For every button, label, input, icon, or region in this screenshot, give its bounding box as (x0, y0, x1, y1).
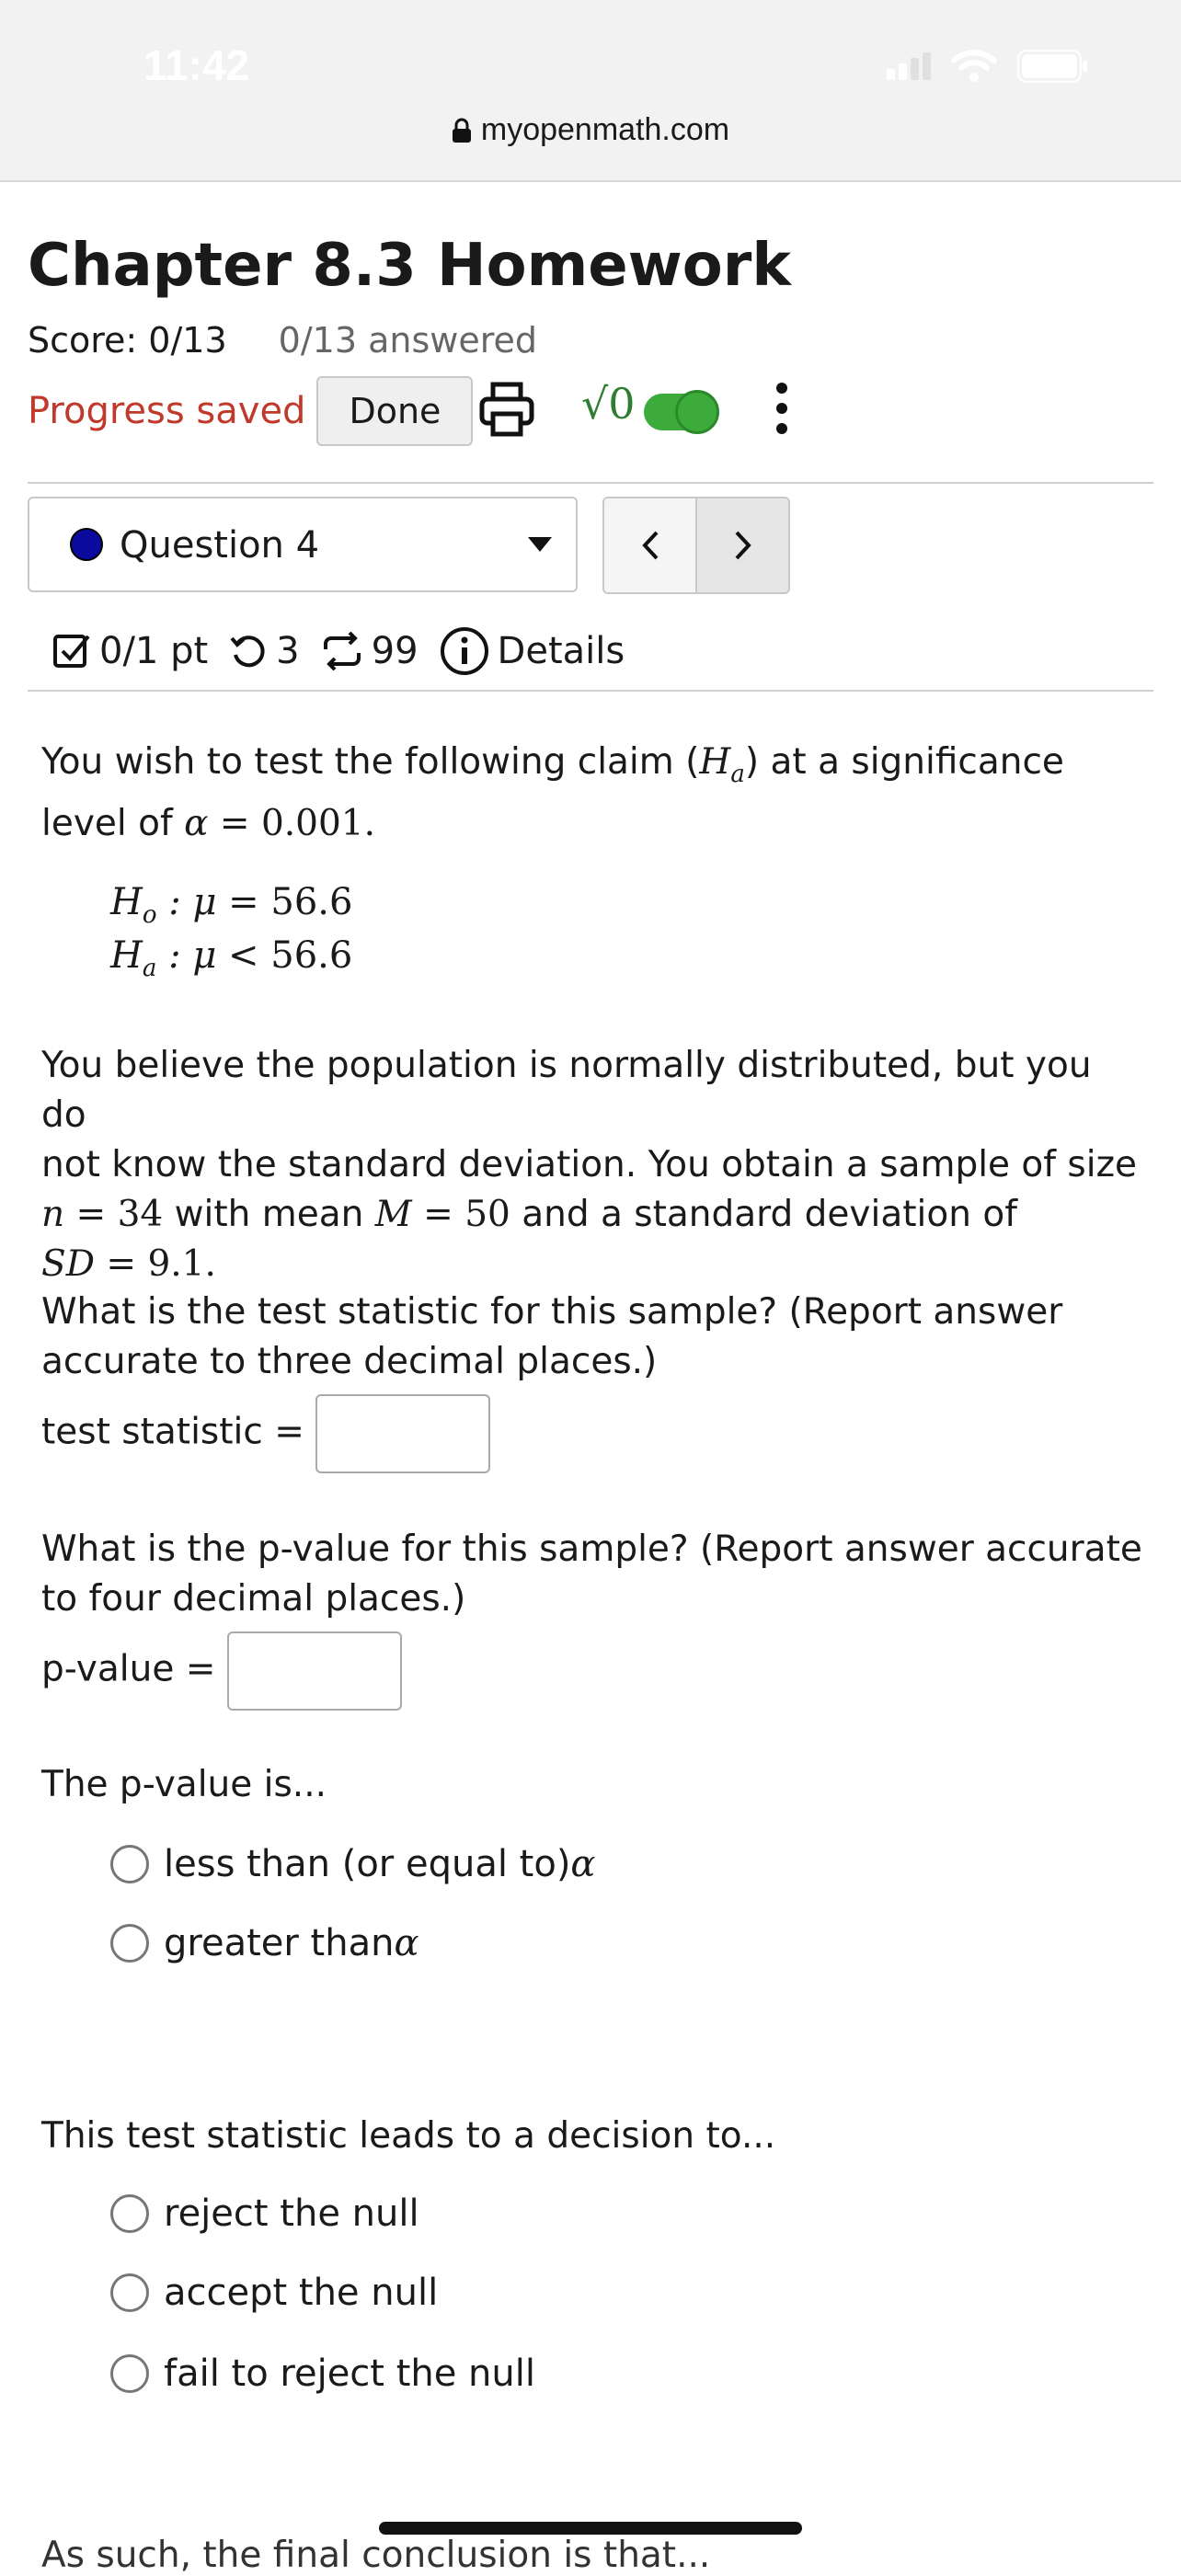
points-item (52, 630, 208, 672)
details-link[interactable] (439, 625, 625, 677)
option-fail-to-reject-null[interactable]: fail to reject the null (110, 2353, 535, 2395)
status-icons (887, 50, 1089, 83)
url-text: myopenmath.com (480, 112, 730, 147)
progress-saved-status: Progress saved (28, 390, 306, 432)
p-value-input[interactable] (227, 1631, 402, 1711)
repeat-icon (320, 631, 364, 671)
home-indicator[interactable] (379, 2522, 802, 2535)
question-nav-buttons (602, 497, 790, 594)
math-entry-toggle[interactable] (644, 394, 717, 430)
chevron-down-icon (528, 537, 552, 552)
previous-question-button[interactable] (604, 498, 697, 592)
radio-button[interactable] (110, 1924, 149, 1963)
null-hypothesis: $H_o$ : μ = 56.6 (110, 881, 353, 929)
math-entry-icon: √0 (581, 379, 636, 429)
more-options-icon[interactable] (771, 381, 793, 436)
question-status-dot (70, 528, 103, 561)
claim-paragraph: You wish to test the following claim $(H_a)$ at a significance level of α = 0.001. (41, 741, 1064, 844)
p-value-comparison-prompt: The p-value is... (41, 1764, 327, 1805)
option-greater-than-alpha[interactable]: greater than α (110, 1922, 419, 1964)
answered-count: 0/13 answered (278, 320, 537, 361)
toggle-knob (675, 390, 719, 434)
retries-count: 3 (276, 630, 300, 672)
question-select-label: Question 4 (120, 524, 320, 567)
chevron-left-icon (640, 530, 660, 561)
p-value-question: What is the p-value for this sample? (Report answer accurate to four decimal places.) p-value = (41, 1525, 1145, 1711)
toolbar (28, 375, 473, 447)
lock-icon (452, 118, 472, 143)
meta-divider (28, 690, 1153, 692)
option-less-than-alpha[interactable]: less than (or equal to) α (110, 1843, 595, 1885)
signal-icon (887, 52, 931, 80)
test-statistic-question: What is the test statistic for this sample? (Report answer accurate to three decimal places.) test statistic = (41, 1288, 1145, 1473)
chevron-right-icon (733, 530, 753, 561)
sample-paragraph: You believe the population is normally distributed, but you do not know the standard deviation. You obtain a sample of size n = 34 with mean M = 50 and a standard deviation of SD = 9.1. (41, 1045, 1138, 1285)
radio-button[interactable] (110, 2354, 149, 2393)
alternative-hypothesis: $H_a$ : μ < 56.6 (110, 934, 353, 982)
p-value-label: p-value = (41, 1648, 216, 1690)
question-meta (52, 622, 645, 681)
status-time: 11:42 (143, 41, 250, 89)
test-statistic-label: test statistic = (41, 1411, 304, 1453)
battery-icon (1017, 50, 1089, 83)
attempts-count: 99 (371, 630, 419, 672)
retries-item (228, 630, 299, 672)
decision-prompt: This test statistic leads to a decision to... (41, 2115, 776, 2157)
radio-button[interactable] (110, 2194, 149, 2233)
status-bar (0, 0, 1181, 182)
print-icon[interactable] (478, 381, 535, 438)
test-statistic-input[interactable] (315, 1394, 490, 1473)
option-accept-null[interactable]: accept the null (110, 2272, 438, 2314)
wifi-icon (951, 50, 997, 83)
details-label: Details (497, 630, 625, 672)
done-button[interactable]: Done (316, 376, 473, 446)
conclusion-prompt-partial: As such, the final conclusion is that... (41, 2535, 711, 2576)
radio-button[interactable] (110, 1845, 149, 1883)
retry-icon (228, 631, 269, 671)
radio-button[interactable] (110, 2273, 149, 2312)
attempts-item (320, 630, 419, 672)
points-text: 0/1 pt (99, 630, 209, 672)
info-icon (439, 625, 490, 677)
question-select[interactable] (28, 497, 578, 592)
next-question-button[interactable] (697, 498, 788, 592)
score-row (28, 320, 537, 361)
score-text: Score: 0/13 (28, 320, 227, 361)
header-divider (28, 482, 1153, 484)
address-bar[interactable] (0, 112, 1181, 148)
option-reject-null[interactable]: reject the null (110, 2192, 419, 2235)
page-title: Chapter 8.3 Homework (28, 232, 791, 300)
checkbox-icon (52, 631, 92, 671)
